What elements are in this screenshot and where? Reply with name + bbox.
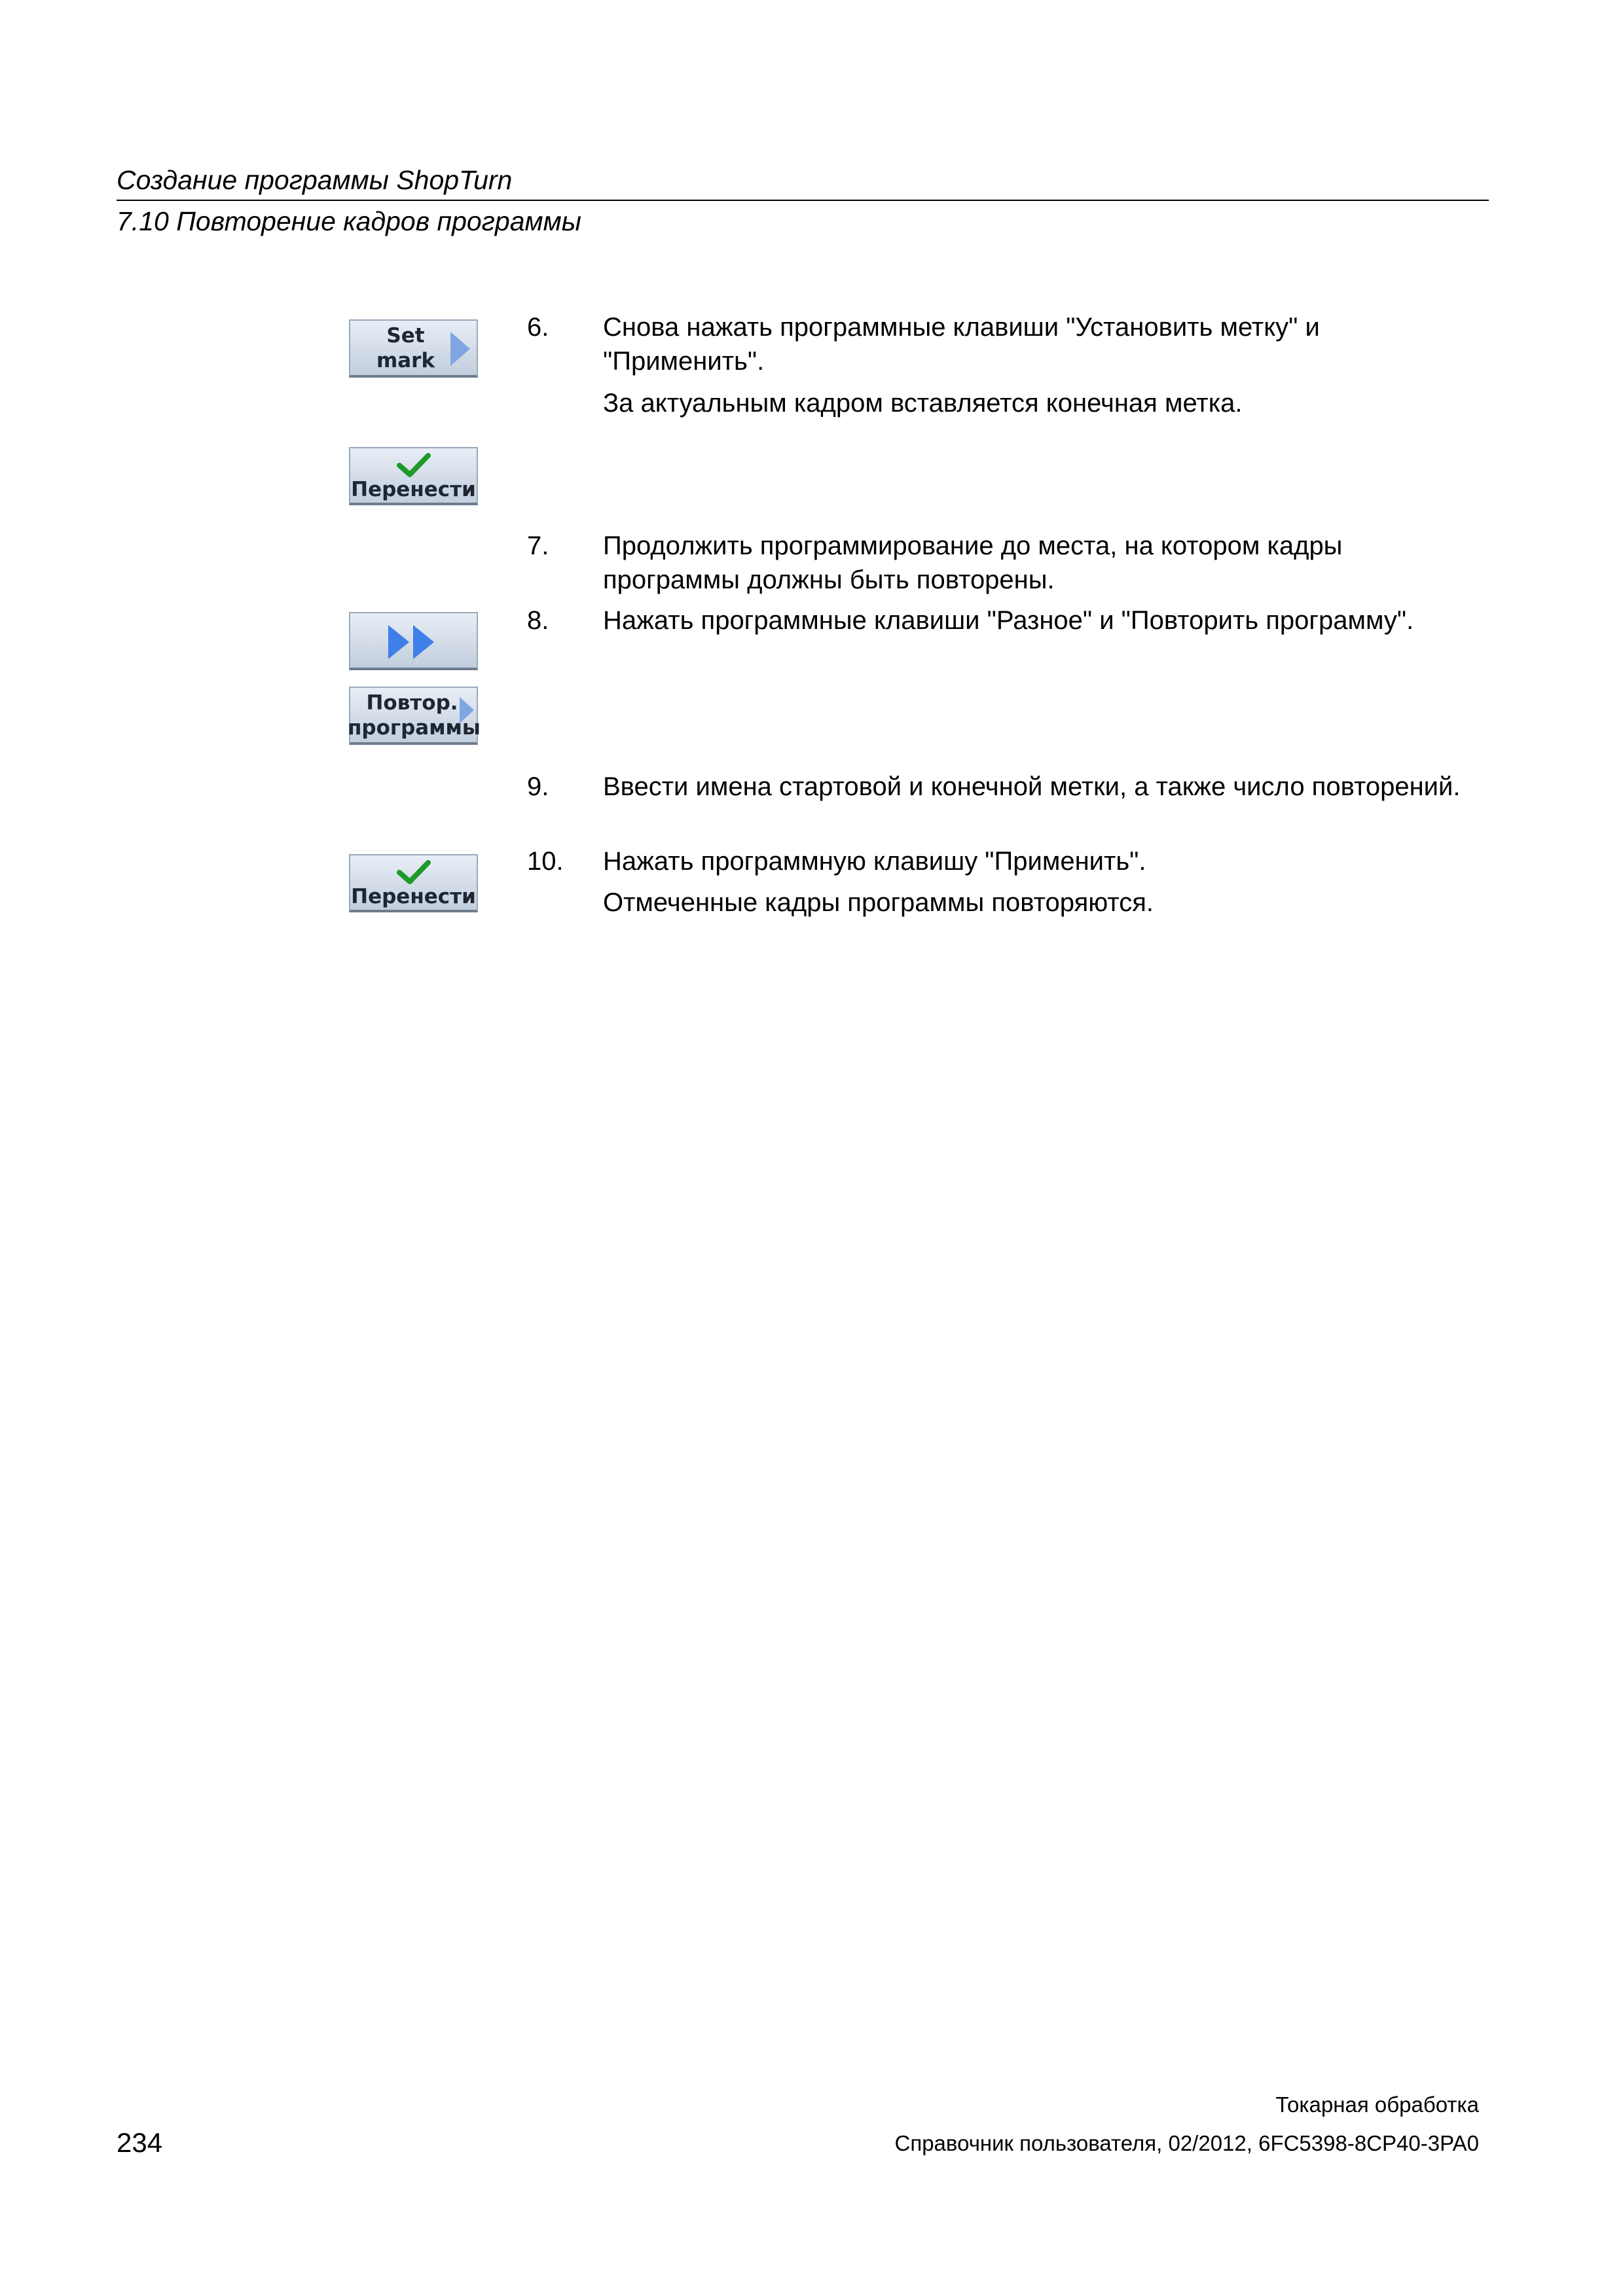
set-mark-label-line1: Set [386, 324, 425, 348]
double-right-arrow-icon [388, 624, 441, 663]
more-softkey[interactable] [349, 612, 478, 670]
right-arrow-icon [450, 332, 470, 366]
step-text: Нажать программную клавишу "Применить". [603, 847, 1146, 876]
apply-softkey[interactable] [349, 447, 478, 505]
right-arrow-icon [460, 697, 474, 723]
apply-label: Перенести [351, 885, 476, 908]
step-text: Снова нажать программные клавиши "Установить метку" и "Применить". [603, 313, 1320, 376]
step-text: Продолжить программирование до места, на котором кадры программы должны быть повторены. [603, 531, 1343, 594]
set-mark-softkey[interactable] [349, 319, 478, 378]
repeat-program-softkey[interactable] [348, 687, 481, 745]
manual-info: Справочник пользователя, 02/2012, 6FC5398-8CP40-3PA0 [894, 2131, 1479, 2155]
step-number: 10. [527, 847, 564, 876]
step-text: Нажать программные клавиши "Разное" и "Повторить программу". [603, 606, 1414, 635]
repeat-program-label-line2: программы [348, 716, 481, 740]
set-mark-label-line2: mark [376, 349, 435, 372]
page-number: 234 [117, 2127, 163, 2158]
apply-softkey[interactable] [349, 854, 478, 912]
manual-title: Токарная обработка [1275, 2092, 1479, 2117]
section-title: 7.10 Повторение кадров программы [117, 206, 581, 236]
apply-label: Перенести [351, 478, 476, 501]
step-number: 9. [527, 772, 549, 801]
header-divider [117, 200, 1489, 201]
step-number: 7. [527, 531, 549, 560]
step-number: 8. [527, 606, 549, 635]
repeat-program-label-line1: Повтор. [366, 691, 458, 715]
chapter-title: Создание программы ShopTurn [117, 165, 513, 195]
checkmark-icon [350, 859, 477, 886]
step-text: Ввести имена стартовой и конечной метки, а также число повторений. [603, 772, 1461, 801]
step-number: 6. [527, 313, 549, 342]
checkmark-icon [350, 452, 477, 478]
step-result: За актуальным кадром вставляется конечная метка. [603, 389, 1243, 418]
step-result: Отмеченные кадры программы повторяются. [603, 888, 1154, 917]
